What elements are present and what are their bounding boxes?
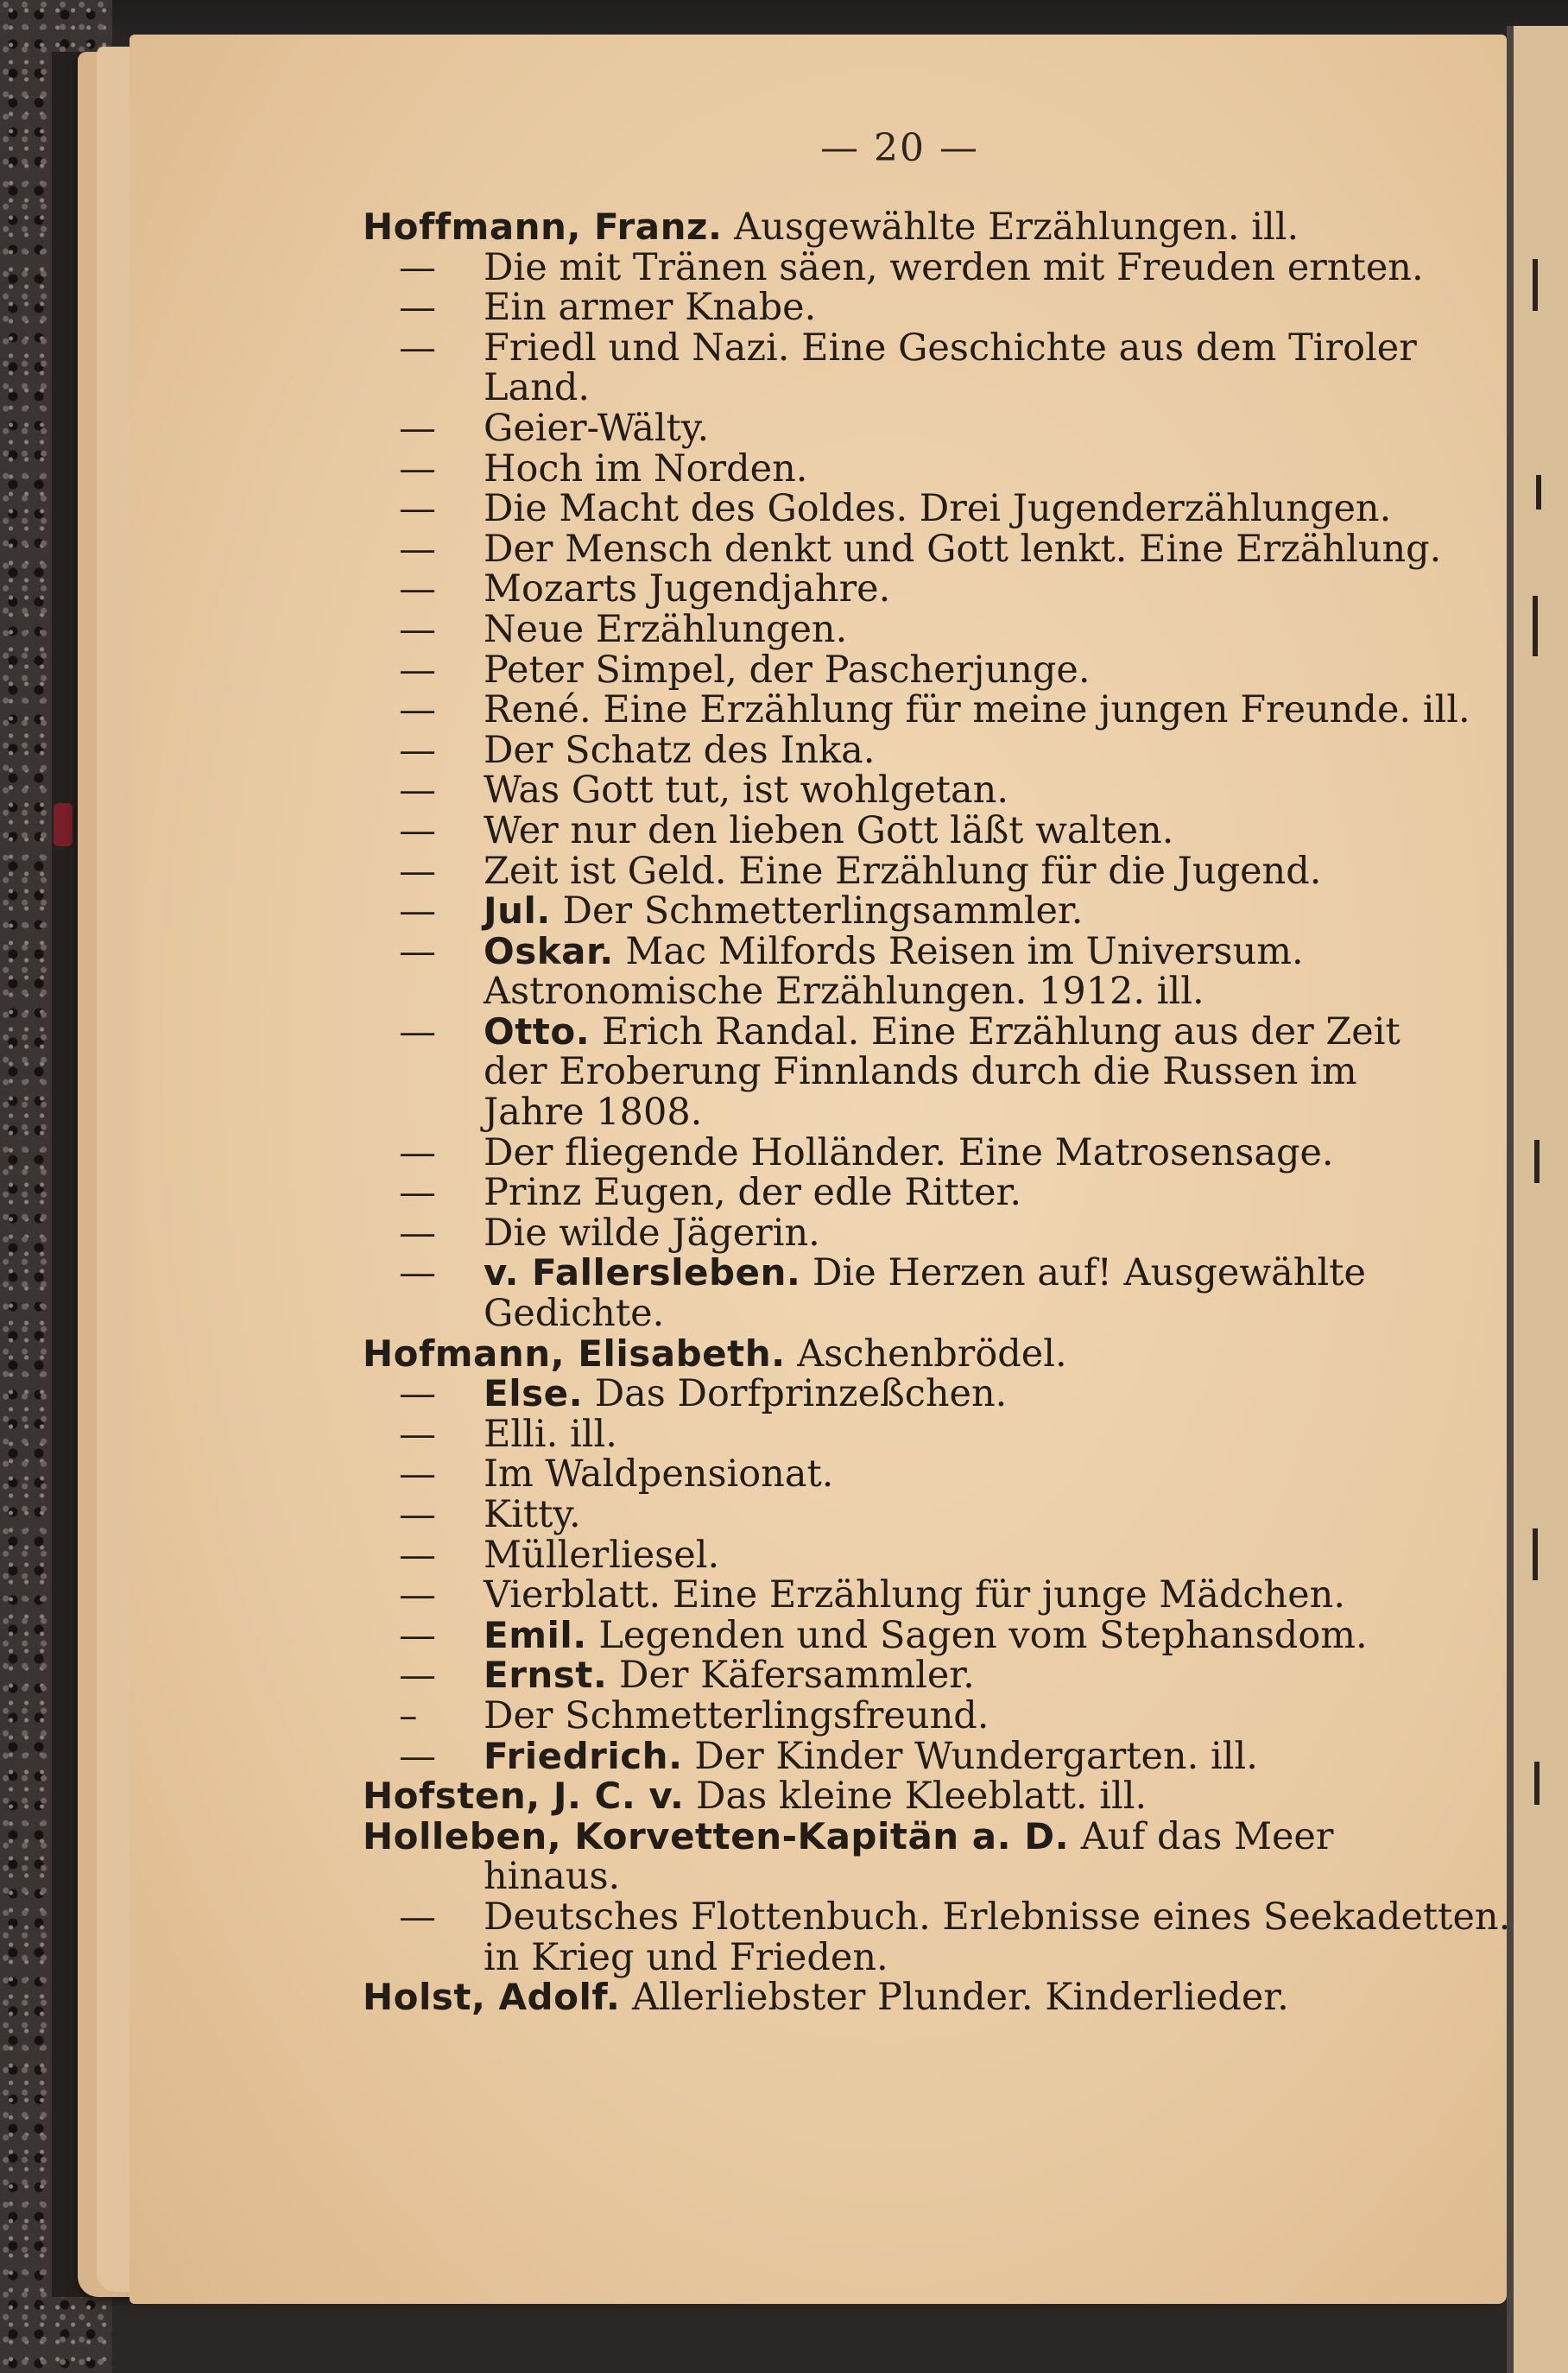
- ditto-dash: —: [399, 1009, 436, 1054]
- title-entry: [319, 1454, 1485, 1495]
- entry-continuation: [319, 1052, 1485, 1092]
- entry-continuation: [319, 1092, 1485, 1133]
- entry-continuation: [319, 368, 1485, 408]
- title-entry: [319, 1655, 1485, 1696]
- title-entry: [319, 808, 1485, 852]
- entry-title: Aschenbrödel.: [785, 1332, 1067, 1376]
- title-entry: [319, 408, 1485, 449]
- title-entry: [319, 1173, 1485, 1213]
- ditto-dash: —: [399, 1654, 436, 1698]
- ditto-dash: —: [399, 406, 436, 450]
- entry-title: Der Schmetterlingsfreund.: [484, 1693, 989, 1737]
- entry-title: Die mit Tränen säen, werden mit Freuden ernten.: [484, 245, 1424, 289]
- entry-continuation: [319, 971, 1485, 1012]
- entry-title: Zeit ist Geld. Eine Erzählung für die Jugend.: [484, 849, 1322, 893]
- title-entry: [319, 245, 1485, 289]
- author-name: Friedrich.: [484, 1734, 683, 1777]
- title-entry: [319, 1009, 1485, 1054]
- entry-continuation: [319, 1294, 1485, 1334]
- entry-title: Der Käfersammler.: [607, 1654, 975, 1698]
- ditto-dash: —: [399, 1171, 436, 1215]
- title-entry: [319, 690, 1485, 731]
- facing-text-mark: [1536, 475, 1541, 509]
- title-entry: [319, 328, 1485, 369]
- entry-title: Deutsches Flottenbuch. Erlebnisse eines Seekadetten.: [484, 1895, 1511, 1939]
- author-entry: [319, 207, 1485, 248]
- entry-title: Jahre 1808.: [484, 1091, 703, 1135]
- title-entry: [319, 1734, 1485, 1778]
- title-entry: [319, 1374, 1485, 1414]
- entry-title: Legenden und Sagen vom Stephansdom.: [586, 1613, 1368, 1657]
- cover-mark: [54, 803, 73, 846]
- author-name: Hoffmann, Franz.: [363, 206, 723, 248]
- ditto-dash: —: [399, 1412, 436, 1456]
- title-entry: [319, 1895, 1511, 1939]
- ditto-dash: —: [399, 286, 436, 330]
- title-entry: [319, 1495, 1485, 1535]
- ditto-dash: –: [399, 1693, 418, 1737]
- ditto-dash: —: [399, 527, 436, 571]
- author-name: Ernst.: [484, 1654, 608, 1697]
- title-entry: [319, 288, 1485, 328]
- page-number: — 20 —: [820, 126, 979, 170]
- entry-continuation: [319, 1857, 1485, 1897]
- ditto-dash: —: [399, 326, 436, 370]
- ditto-dash: —: [399, 728, 436, 772]
- entry-title: Hoch im Norden.: [484, 446, 808, 490]
- entry-title: in Krieg und Frieden.: [484, 1935, 888, 1979]
- entry-title: Der Schmetterlingsammler.: [550, 889, 1084, 933]
- entry-title: Gedichte.: [484, 1292, 665, 1336]
- title-entry: [319, 1575, 1485, 1616]
- ditto-dash: —: [399, 648, 436, 692]
- author-name: Jul.: [484, 889, 551, 933]
- ditto-dash: —: [399, 607, 436, 651]
- author-name: Oskar.: [484, 929, 614, 972]
- ditto-dash: —: [399, 1533, 436, 1577]
- entry-title: Der Mensch denkt und Gott lenkt. Eine Erzählung.: [484, 527, 1442, 571]
- ditto-dash: —: [399, 1493, 436, 1536]
- entry-title: Elli. ill.: [484, 1412, 617, 1456]
- facing-text-mark: [1533, 259, 1538, 311]
- author-name: Emil.: [484, 1613, 587, 1656]
- entry-title: Der Kinder Wundergarten. ill.: [682, 1734, 1258, 1778]
- author-name: Otto.: [484, 1009, 591, 1053]
- title-entry: [319, 1613, 1485, 1657]
- ditto-dash: —: [399, 1211, 436, 1255]
- title-entry: [319, 446, 1485, 490]
- entry-title: Kitty.: [484, 1493, 581, 1536]
- ditto-dash: —: [399, 1895, 436, 1939]
- entry-title: Mozarts Jugendjahre.: [484, 567, 891, 611]
- title-entry: [319, 1535, 1485, 1576]
- title-entry: [319, 728, 1485, 772]
- ditto-dash: —: [399, 889, 436, 933]
- entry-title: Der Schatz des Inka.: [484, 728, 876, 772]
- entry-title: Mac Milfords Reisen im Universum.: [613, 929, 1304, 973]
- author-name: v. Fallersleben.: [484, 1251, 801, 1294]
- title-entry: [319, 929, 1485, 973]
- title-entry: [319, 529, 1485, 570]
- entry-title: Friedl und Nazi. Eine Geschichte aus dem Tiroler: [484, 326, 1417, 370]
- entry-title: hinaus.: [484, 1855, 621, 1899]
- entry-title: Das Dorfprinzeßchen.: [583, 1372, 1008, 1416]
- entry-title: Der fliegende Holländer. Eine Matrosensage.: [484, 1130, 1334, 1174]
- entry-title: Das kleine Kleeblatt. ill.: [684, 1775, 1148, 1819]
- entry-title: der Eroberung Finnlands durch die Russen im: [484, 1050, 1357, 1094]
- title-entry: [319, 770, 1485, 811]
- entry-title: Was Gott tut, ist wohlgetan.: [484, 769, 1009, 813]
- ditto-dash: —: [399, 1251, 436, 1295]
- entry-title: Prinz Eugen, der edle Ritter.: [484, 1171, 1022, 1215]
- ditto-dash: —: [399, 1734, 436, 1778]
- bibliography-list: [319, 206, 1511, 2020]
- ditto-dash: —: [399, 1372, 436, 1416]
- entry-title: Peter Simpel, der Pascherjunge.: [484, 648, 1091, 692]
- author-name: Else.: [484, 1372, 584, 1415]
- ditto-dash: —: [399, 446, 436, 490]
- entry-title: Auf das Meer: [1069, 1814, 1334, 1858]
- author-entry: [319, 1978, 1485, 2018]
- ditto-dash: —: [399, 1573, 436, 1617]
- title-entry: [319, 851, 1485, 892]
- entry-title: Wer nur den lieben Gott läßt walten.: [484, 808, 1174, 852]
- entry-title: Vierblatt. Eine Erzählung für junge Mädchen.: [484, 1573, 1346, 1617]
- title-entry: [319, 650, 1485, 691]
- entry-title: Im Waldpensionat.: [484, 1452, 834, 1497]
- facing-page-edge: [1507, 26, 1568, 2373]
- author-entry: [319, 1814, 1485, 1858]
- ditto-dash: —: [399, 1130, 436, 1174]
- entry-title: Geier-Wälty.: [484, 406, 710, 450]
- author-entry: [319, 1776, 1485, 1817]
- entry-title: Astronomische Erzählungen. 1912. ill.: [484, 970, 1204, 1014]
- entry-title: Die Herzen auf! Ausgewählte: [800, 1251, 1366, 1295]
- ditto-dash: —: [399, 1613, 436, 1657]
- author-name: Holleben, Korvetten-Kapitän a. D.: [363, 1814, 1070, 1857]
- entry-title: Ein armer Knabe.: [484, 286, 817, 330]
- ditto-dash: —: [399, 929, 436, 973]
- facing-text-mark: [1534, 1140, 1540, 1183]
- ditto-dash: —: [399, 1452, 436, 1497]
- ditto-dash: —: [399, 769, 436, 813]
- title-entry: [319, 569, 1485, 610]
- title-entry: [319, 1213, 1485, 1254]
- ditto-dash: —: [399, 808, 436, 852]
- title-entry: [319, 607, 1485, 651]
- title-entry: [319, 1693, 1485, 1737]
- entry-title: René. Eine Erzählung für meine jungen Freunde. ill.: [484, 688, 1470, 732]
- ditto-dash: —: [399, 487, 436, 531]
- entry-title: Neue Erzählungen.: [484, 607, 848, 651]
- facing-text-mark: [1533, 1528, 1538, 1580]
- entry-title: Müllerliesel.: [484, 1533, 720, 1577]
- entry-title: Die Macht des Goldes. Drei Jugenderzählungen.: [484, 487, 1392, 531]
- ditto-dash: —: [399, 688, 436, 732]
- title-entry: [319, 1414, 1485, 1455]
- entry-title: Die wilde Jägerin.: [484, 1211, 820, 1255]
- title-entry: [319, 1130, 1485, 1174]
- entry-title: Ausgewählte Erzählungen. ill.: [722, 206, 1299, 249]
- entry-continuation: [319, 1935, 1485, 1979]
- author-entry: [319, 1334, 1485, 1375]
- ditto-dash: —: [399, 567, 436, 611]
- entry-title: Land.: [484, 366, 591, 410]
- entry-title: Allerliebster Plunder. Kinderlieder.: [620, 1976, 1289, 2020]
- ditto-dash: —: [399, 849, 436, 893]
- title-entry: [319, 891, 1485, 932]
- entry-title: Erich Randal. Eine Erzählung aus der Zeit: [590, 1009, 1400, 1054]
- ditto-dash: —: [399, 245, 436, 289]
- author-name: Holst, Adolf.: [363, 1976, 621, 2019]
- author-name: Hofsten, J. C. v.: [363, 1775, 685, 1818]
- title-entry: [319, 489, 1485, 529]
- facing-text-mark: [1533, 596, 1538, 656]
- author-name: Hofmann, Elisabeth.: [363, 1332, 786, 1375]
- facing-text-mark: [1534, 1762, 1540, 1805]
- title-entry: [319, 1253, 1485, 1294]
